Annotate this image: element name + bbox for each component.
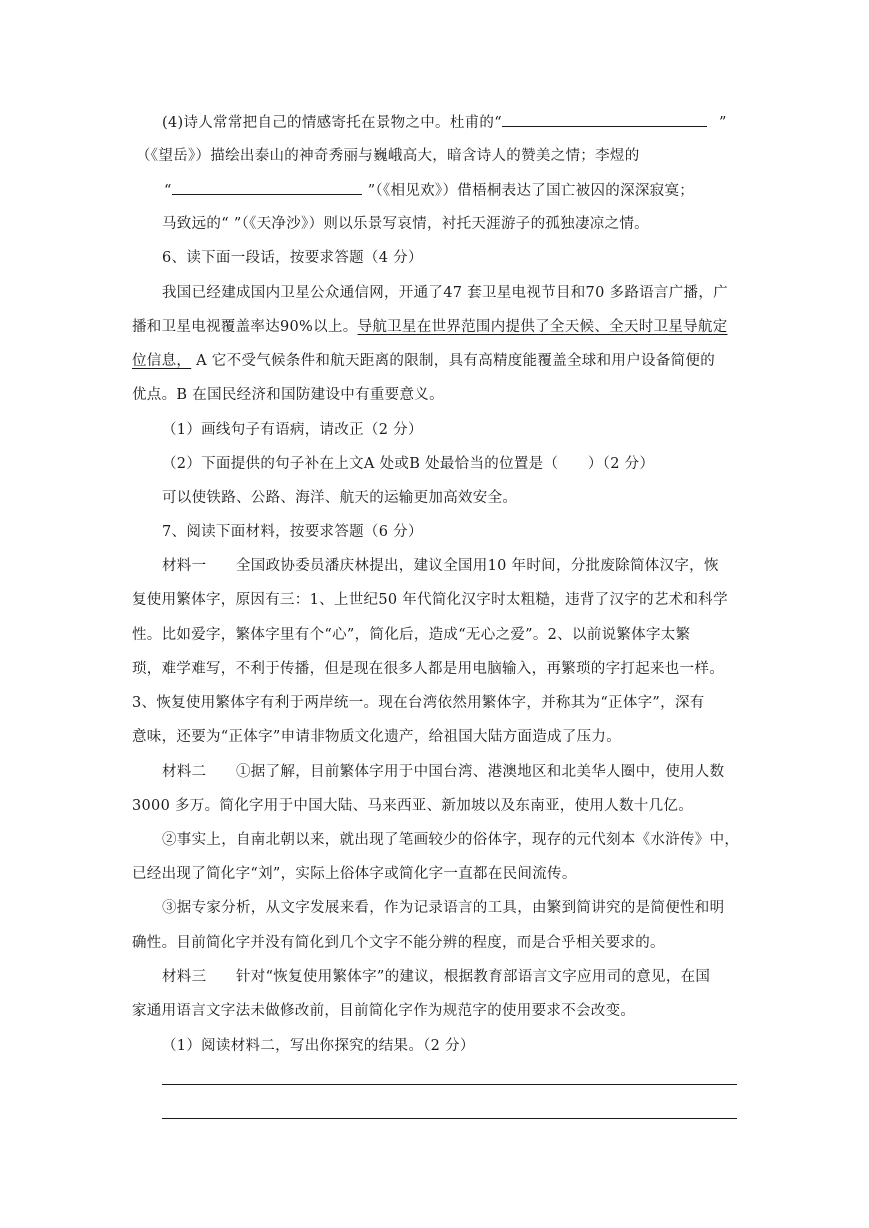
- q7-m2-l3-text: ②事实上，自南北朝以来，就出现了笔画较少的俗体字，现存的元代刻本《水浒传》中，: [162, 832, 740, 848]
- q7-material-3-line-2: [132, 1001, 635, 1021]
- q7-m1-l6-text: 意味，还要为“正体字”申请非物质文化遗产，给祖国大陆方面造成了压力。: [132, 729, 622, 745]
- q4-line-1: [162, 112, 727, 133]
- q4-line-4: [162, 214, 649, 234]
- q7-m3-l1-text: 材料三 针对“恢复使用繁体字”的建议，根据教育部语言文字应用司的意见，在国: [162, 969, 711, 985]
- q7-material-1-line-2: [132, 590, 728, 610]
- q6-sub1-text: （1）画线句子有语病，请改正（2 分）: [162, 422, 423, 438]
- q4-line-1-text: (4)诗人常常把自己的情感寄托在景物之中。杜甫的“: [162, 115, 502, 131]
- q6-underlined-sentence-part-2: 位信息，: [132, 353, 192, 369]
- q7-material-2-line-2: [132, 796, 693, 816]
- q6-title-text: 6、读下面一段话，按要求答题（4 分）: [162, 250, 423, 266]
- q7-sub-question-1: [162, 1036, 475, 1056]
- q6-sub-question-1: [162, 420, 423, 440]
- q7-m2-l6-text: 确性。目前简化字并没有简化到几个文字不能分辨的程度，而是合乎相关要求的。: [132, 935, 665, 951]
- q6-sub-question-2: [162, 454, 654, 474]
- q7-material-1-line-3: [132, 625, 690, 645]
- q7-m1-l5-text: 3、恢复使用繁体字有利于两岸统一。现在台湾依然用繁体字，并称其为“正体字”，深有: [132, 695, 705, 711]
- q6-paragraph-line-1: [162, 283, 728, 303]
- q7-material-2-line-4: [132, 864, 577, 884]
- q4-line-2-text: （《望岳》）描绘出泰山的神奇秀丽与巍峨高大，暗含诗人的赞美之情；李煜的: [136, 148, 640, 164]
- q7-title: [162, 522, 423, 542]
- q4-blank-2: [172, 180, 362, 195]
- q7-m3-l2-text: 家通用语言文字法未做修改前，目前简化字作为规范字的使用要求不会改变。: [132, 1003, 636, 1019]
- q6-p2-text: 播和卫星电视覆盖率达90%以上。: [132, 319, 358, 335]
- q7-material-1-line-6: [132, 727, 621, 747]
- q4-line-3-open: “: [164, 183, 172, 199]
- q4-line-3-text: ”（《相见欢》）借梧桐表达了国亡被囚的深深寂寞；: [367, 183, 695, 199]
- q7-m2-l1-text: 材料二 ①据了解，目前繁体字用于中国台湾、港澳地区和北美华人圈中，使用人数: [162, 764, 725, 780]
- q7-material-2-line-1: [162, 762, 724, 782]
- q6-sub2-sentence-text: 可以使铁路、公路、海洋、航天的运输更加高效安全。: [162, 490, 518, 506]
- q7-sub1-text: （1）阅读材料二，写出你探究的结果。（2 分）: [162, 1038, 475, 1054]
- q6-sub-question-2-sentence: [162, 488, 517, 508]
- q7-material-2-line-3: [162, 830, 739, 850]
- q7-material-1-line-4: [132, 659, 724, 679]
- q6-p1-text: 我国已经建成国内卫星公众通信网，开通了47 套卫星电视节目和70 多路语言广播，广: [162, 285, 728, 301]
- q4-line-1-end: ”: [718, 115, 727, 131]
- q7-m1-l1-text: 材料一 全国政协委员潘庆林提出，建议全国用10 年时间，分批废除简体汉字，恢: [162, 558, 719, 574]
- q7-material-2-line-6: [132, 933, 665, 953]
- q6-underlined-sentence-part-1: 导航卫星在世界范围内提供了全天候、全天时卫星导航定: [357, 319, 728, 335]
- q4-line-2: [136, 146, 640, 166]
- q6-paragraph-line-2: [132, 317, 728, 337]
- q7-material-3-line-1: [162, 967, 710, 987]
- q4-line-4-text: 马致远的“ ”（《天净沙》）则以乐景写哀情，衬托天涯游子的孤独凄凉之情。: [162, 216, 649, 232]
- answer-line-2[interactable]: [162, 1118, 737, 1119]
- q7-m1-l2-text: 复使用繁体字，原因有三：1、上世纪50 年代简化汉字时太粗糙，违背了汉字的艺术和科学: [132, 592, 728, 608]
- q7-m2-l4-text: 已经出现了简化字“刘”，实际上俗体字或简化字一直都在民间流传。: [132, 866, 577, 882]
- q7-material-1-line-5: [132, 693, 705, 713]
- answer-line-1[interactable]: [162, 1084, 737, 1085]
- q7-m1-l4-text: 琐，难学难写，不利于传播，但是现在很多人都是用电脑输入，再繁琐的字打起来也一样。: [132, 661, 724, 677]
- q7-material-2-line-5: [162, 898, 724, 918]
- q6-paragraph-line-3: [132, 351, 715, 371]
- q6-paragraph-line-4: [132, 385, 444, 405]
- q6-sub2-text: （2）下面提供的句子补在上文A 处或B 处最恰当的位置是（ ）（2 分）: [162, 456, 655, 472]
- q7-title-text: 7、阅读下面材料，按要求答题（6 分）: [162, 524, 423, 540]
- q7-m2-l5-text: ③据专家分析，从文字发展来看，作为记录语言的工具，由繁到简讲究的是简便性和明: [162, 900, 725, 916]
- q6-title: [162, 248, 423, 268]
- q4-blank-1: [502, 112, 707, 127]
- q6-p4-text: 优点。B 在国民经济和国防建设中有重要意义。: [132, 387, 444, 403]
- q7-material-1-line-1: [162, 556, 719, 576]
- q4-line-3: [164, 180, 694, 201]
- q7-m2-l2-text: 3000 多万。简化字用于中国大陆、马来西亚、新加坡以及东南亚，使用人数十几亿。: [132, 798, 694, 814]
- q7-m1-l3-text: 性。比如爱字，繁体字里有个“心”，简化后，造成“无心之爱”。2、以前说繁体字太繁: [132, 627, 691, 643]
- q6-p3-text: A 它不受气候条件和航天距离的限制，具有高精度能覆盖全球和用户设备简便的: [191, 353, 715, 369]
